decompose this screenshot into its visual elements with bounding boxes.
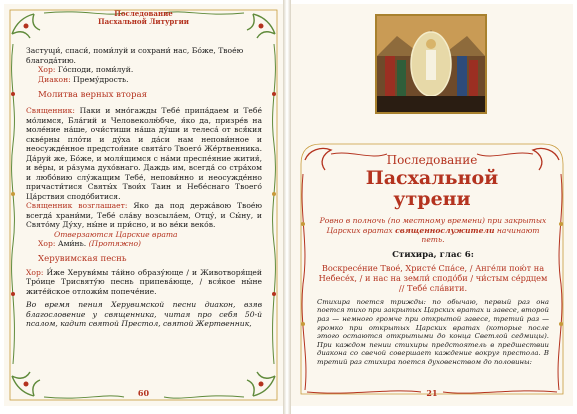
stichera-heading: Стихира, глас 6: [392, 249, 474, 260]
title-big-line2: утрени [393, 188, 471, 210]
running-header-line1: Последование [114, 9, 173, 18]
rubric-gates: Отверзаются Царские врата [54, 229, 178, 239]
page-number-left: 60 [137, 388, 150, 398]
choir-amen [26, 239, 262, 249]
choir-label: Хор: [38, 65, 56, 74]
left-page [4, 4, 283, 406]
page-number-right: 21 [426, 388, 438, 398]
choir2-label: Хор: [38, 239, 56, 248]
priest-label: Священник: [26, 106, 75, 115]
choir2-note: (Протяжно) [88, 239, 142, 248]
prayer-heading: Молитва верных вторая [38, 90, 147, 100]
cherubic-hymn [26, 268, 262, 297]
priest-text: Паки и мно́гажды Тебе́ припа́даем и Тебе́ мо́лимся, Бла́гий и Человеколю́бче, я́ко да, призре́в на моле́ние на́ше, очи́стиши на́ша ду́ши и телеса́ от вся́кия скве́рны пло́ти и ду́ха и да́си нам непови́нное и неосужде́нное предстоя́ние свята́го Твоего́ Же́ртвенника. Да́руй же, Бо́же, и моля́щимся с на́ми преспе́яние жития́, и ве́ры, и ра́зума духо́внаго. Даждь им, всегда́ со стра́хом и любо́вию слу́жащим Тебе́, непови́нно и неосужде́нно причасти́тися Святы́х Твои́х Таин и Небе́снаго Твоего́ Ца́рствия сподо́битися. [26, 106, 262, 201]
deacon-text: Прему́дрость. [73, 74, 129, 84]
intro-bold: священнослужители [395, 225, 495, 235]
priest-prayer [26, 106, 262, 201]
stichera-rubric: Стихира поется трижды: по обычаю, первый раз она поется тихо при закрытых Царских вратах и завесе, второй раз — немного громче при открытой завесе, третий раз — громко при открытых Царских вратах (которые после этого остаются открытыми до конца Светлой седмицы). При каждом пении стихиры предстоятель в предшествии диакона со свечой совершает каждение вокруг престола. В третий раз стихира поется духовенством до половины: [317, 297, 549, 366]
resurrection-icon-image [375, 14, 487, 114]
stichera-text: Воскресе́ние Твое́, Христе́ Спа́се, / Анге́ли пою́т на Небесе́х, / и нас на земли́ сподо́би / чи́стым се́рдцем // Тебе́ сла́вити. [318, 262, 548, 294]
book-gutter [283, 0, 291, 414]
title-big-line1: Пасхальной [365, 167, 499, 189]
priest-exclamation [26, 201, 262, 230]
running-header-line2: Пасхальной Литургии [98, 17, 189, 26]
priest2-text: Яко да под держа́вою Твое́ю всегда́ храни́ми, Тебе́ сла́ву возсыла́ем, Отцу́, и Сы́ну, и Свято́му Ду́ху, ны́не и при́сно, и во ве́ки веко́в. [26, 201, 262, 229]
title-small: Последование [386, 153, 478, 167]
intro-italic-1: Ровно в полночь (по местному времени) при закрытых Царских вратах [319, 216, 547, 235]
right-text-column [317, 216, 549, 366]
choir3-label: Хор: [26, 267, 44, 277]
resurrection-icon [377, 16, 485, 112]
priest2-label: Священник возглашает: [26, 201, 128, 210]
left-text-column [26, 46, 262, 329]
rubric-censing: Во время пения Херувимской песни диакон, взяв благословение у священника, читая про себя 50-й псалом, кадит святой Престол, святой Жертвенник, [26, 300, 262, 328]
deacon-line [26, 75, 262, 85]
choir3-text: И́же Херуви́мы та́йно образу́юще / и Животворя́щей Тро́ице Трисвяту́ю песнь припева́юще, / вся́кое ны́не жите́йское отложи́м попече́ние. [26, 267, 262, 296]
intro-italic-2: начинают петь. [421, 225, 540, 244]
right-page [291, 4, 573, 406]
choir2-text: Ами́нь. [57, 239, 87, 248]
cherubic-heading: Херувимская песнь [38, 253, 127, 264]
litany-closing: Застуպи́, спаси́, поми́луй и сохрани́ нас, Бо́же, Твое́ю благода́тию. [26, 46, 244, 65]
choir-response [26, 65, 262, 75]
intro-rubric [317, 216, 549, 245]
deacon-label: Диакон: [38, 74, 71, 84]
choir-text: Го́споди, поми́луй. [57, 65, 134, 74]
